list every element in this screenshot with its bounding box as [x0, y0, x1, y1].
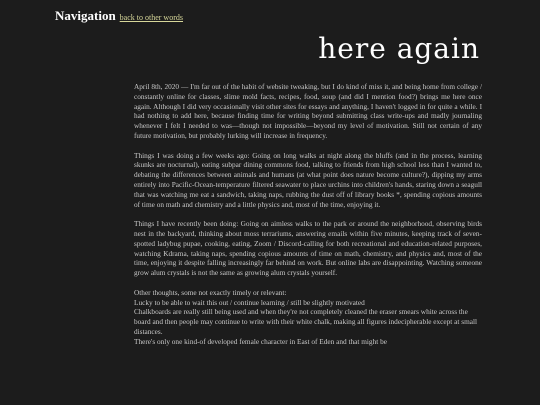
thought-line: Lucky to be able to wait this out / continue learning / still be slightly motivated: [134, 297, 365, 307]
thought-line: There's only one kind-of developed female character in East of Eden and that might be: [134, 336, 387, 346]
page-title: here again: [318, 32, 480, 65]
thought-line: Chalkboards are really still being used and when they're not completely cleaned the eraser smears white across the board and then people may continue to write with their white chalk, making all figures indecipherable except at small distances.: [134, 307, 478, 336]
navigation-title: Navigation: [55, 8, 116, 23]
other-thoughts-heading: Other thoughts, some not exactly timely or relevant:: [134, 287, 287, 297]
back-to-other-words-link[interactable]: back to other words: [119, 13, 183, 22]
paragraph-recently: Things I have recently been doing: Going on aimless walks to the park or around the neighborhood, observing birds nest in the backyard, thinking about moss terrariums, answering emails within five minutes, keeping track of seven-spotted ladybug pupae, cooking, eating, Zoom / Discord-calling for both recreational and education-related purposes, watching Kdrama, taking naps, spending copious amounts of time on math, chemistry, and physics and, most of the time, enjoying it despite falling increasingly far behind on work. But online labs are disappointing. Watching someone grow alum crystals is not the same as growing alum crystals yourself.: [134, 219, 482, 278]
paragraph-intro: April 8th, 2020 — I'm far out of the habit of website tweaking, but I do kind of miss it, and being home from college / constantly online for classes, slime mold facts, recipes, food, soup (and did I mention food?) brings me here once again. Although I did very occasionally visit other sites for essays and anything, I haven't logged in for quite a while. I had nothing to add here, because finding time for writing beyond submitting class write-ups and madly journaling whenever I felt I needed to was—though not impossible—beyond my level of motivation. Still not certain of any future motivation, but probably lurking will increase in frequency.: [134, 82, 482, 140]
post-body: [134, 82, 482, 347]
navigation-header: [55, 8, 183, 24]
paragraph-weeks-ago: Things I was doing a few weeks ago: Going on long walks at night along the bluffs (and in the process, learning skunks are nocturnal), eating subpar dining commons food, talking to friends from high school less than I wanted to, debating the differences between animals and humans (at what point does nature become culture?), dipping my arms entirely into Pacific-Ocean-temperature filtered seawater to place urchins into children's hands, staring down a seagull that was watching me eat a sandwich, taking naps, rubbing the dust off of library books *, spending copious amounts of time on math and chemistry and a little physics and, most of the time, enjoying it.: [134, 150, 482, 209]
other-thoughts-section: [134, 288, 482, 347]
